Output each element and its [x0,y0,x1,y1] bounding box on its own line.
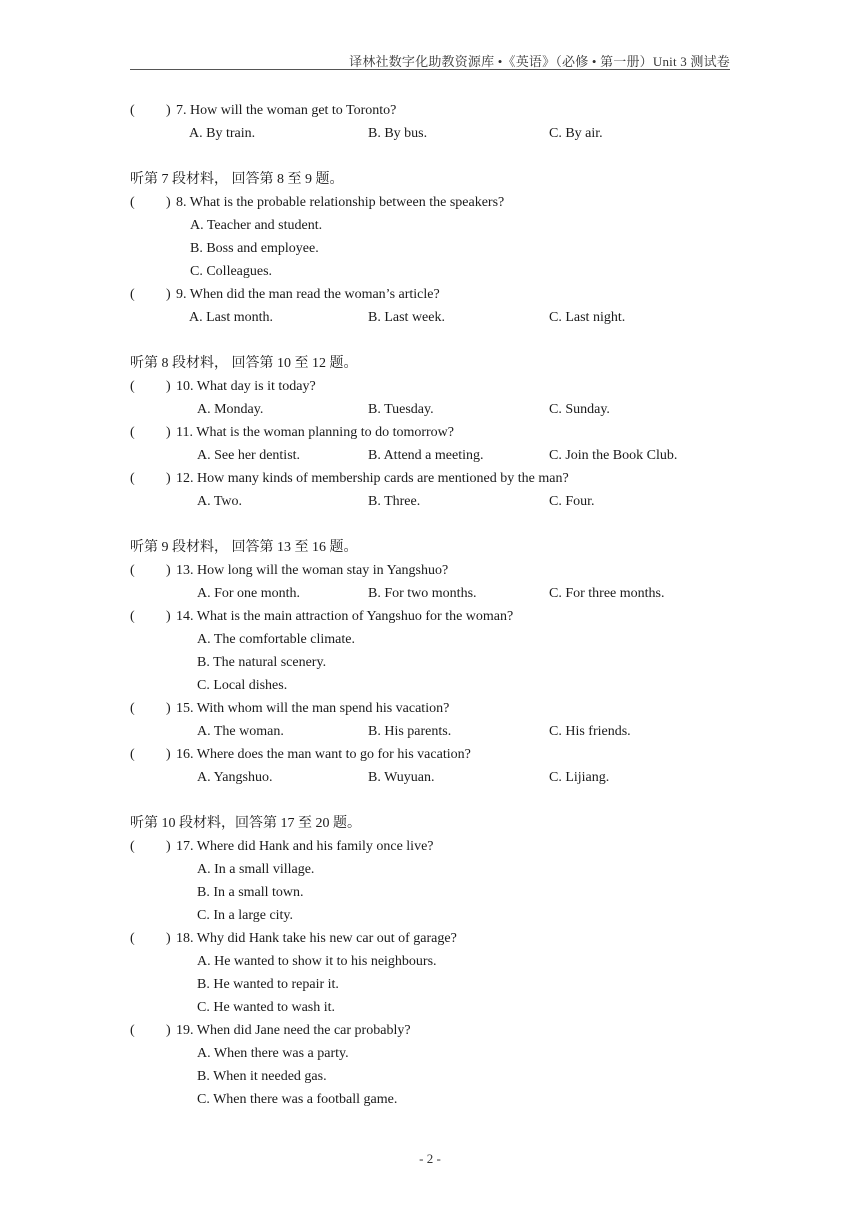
question-row [130,283,730,306]
options-row [130,398,730,421]
answer-blank-close: ) [166,195,171,210]
option-a: A. Last month. [189,310,273,325]
option-a: A. By train. [189,126,256,141]
answer-blank-close: ) [166,931,171,946]
answer-blank-open: ( [130,701,135,716]
question-text: 17. Where did Hank and his family once live? [176,839,434,854]
answer-blank-close: ) [166,379,171,394]
answer-blank-close: ) [166,563,171,578]
answer-blank-close: ) [166,1023,171,1038]
question-row [130,743,730,766]
option-b: B. Wuyuan. [368,770,435,785]
question-row [130,375,730,398]
option-a: A. The woman. [197,724,284,739]
answer-blank-open: ( [130,1023,135,1038]
answer-blank[interactable] [130,191,171,214]
question-row [130,99,730,122]
option-c: C. Four. [549,494,595,509]
option-a: A. Monday. [197,402,264,417]
question-row [130,697,730,720]
answer-blank[interactable] [130,697,171,720]
option-c: C. For three months. [549,586,665,601]
answer-blank-open: ( [130,103,135,118]
header-divider [130,69,730,70]
answer-blank[interactable] [130,99,171,122]
question-row [130,1019,730,1042]
option-a: A. He wanted to show it to his neighbours. [197,954,437,969]
option-b: B. When it needed gas. [197,1069,327,1084]
option-c: C. Lijiang. [549,770,610,785]
option-c: C. By air. [549,126,603,141]
page-header: 译林社数字化助教资源库 •《英语》（必修 • 第一册）Unit 3 测试卷 [349,54,730,69]
option-c: C. Join the Book Club. [549,448,678,463]
option-b: B. By bus. [368,126,428,141]
question-text: 9. When did the man read the woman’s article? [176,287,440,302]
question-text: 13. How long will the woman stay in Yangshuo? [176,563,449,578]
question-row [130,927,730,950]
option-b: B. Attend a meeting. [368,448,484,463]
section-instruction: 听第 9 段材料， 回答第 13 至 16 题。 [130,540,358,555]
option-b: B. The natural scenery. [197,655,327,670]
question-row [130,605,730,628]
option-a: A. When there was a party. [197,1046,349,1061]
answer-blank-close: ) [166,839,171,854]
option-a: A. For one month. [197,586,301,601]
question-list [130,99,730,1111]
options-row [130,582,730,605]
option-b: B. Three. [368,494,421,509]
question-text: 10. What day is it today? [176,379,316,394]
options-row [130,720,730,743]
option-a: A. Two. [197,494,243,509]
option-b: B. Last week. [368,310,445,325]
options-row [130,444,730,467]
answer-blank[interactable] [130,375,171,398]
question-text: 15. With whom will the man spend his vacation? [176,701,450,716]
option-c: C. His friends. [549,724,631,739]
answer-blank[interactable] [130,1019,171,1042]
option-a: A. Teacher and student. [190,218,323,233]
answer-blank[interactable] [130,559,171,582]
answer-blank-close: ) [166,609,171,624]
options-row [130,122,730,145]
option-c: C. Local dishes. [197,678,288,693]
option-b: B. Tuesday. [368,402,434,417]
answer-blank[interactable] [130,743,171,766]
question-row [130,467,730,490]
question-text: 18. Why did Hank take his new car out of garage? [176,931,457,946]
page-number: - 2 - [419,1151,441,1166]
option-a: A. See her dentist. [197,448,301,463]
question-text: 16. Where does the man want to go for his vacation? [176,747,471,762]
answer-blank-close: ) [166,471,171,486]
section-instruction: 听第 10 段材料，回答第 17 至 20 题。 [130,816,361,831]
answer-blank-open: ( [130,839,135,854]
question-row [130,421,730,444]
question-text: 11. What is the woman planning to do tomorrow? [176,425,455,440]
question-text: 8. What is the probable relationship between the speakers? [176,195,505,210]
option-b: B. In a small town. [197,885,304,900]
answer-blank[interactable] [130,835,171,858]
question-text: 12. How many kinds of membership cards are mentioned by the man? [176,471,569,486]
answer-blank-close: ) [166,701,171,716]
options-row [130,490,730,513]
answer-blank-close: ) [166,103,171,118]
answer-blank-open: ( [130,747,135,762]
answer-blank[interactable] [130,927,171,950]
answer-blank-open: ( [130,563,135,578]
answer-blank-open: ( [130,195,135,210]
option-c: C. When there was a football game. [197,1092,398,1107]
option-a: A. The comfortable climate. [197,632,355,647]
question-row [130,835,730,858]
question-row [130,559,730,582]
option-b: B. Boss and employee. [190,241,319,256]
option-b: B. He wanted to repair it. [197,977,339,992]
answer-blank-close: ) [166,287,171,302]
answer-blank[interactable] [130,605,171,628]
answer-blank-close: ) [166,747,171,762]
answer-blank-open: ( [130,425,135,440]
option-a: A. In a small village. [197,862,315,877]
answer-blank[interactable] [130,283,171,306]
answer-blank-open: ( [130,379,135,394]
answer-blank-close: ) [166,425,171,440]
answer-blank[interactable] [130,421,171,444]
section-instruction: 听第 8 段材料， 回答第 10 至 12 题。 [130,356,358,371]
option-c: C. Last night. [549,310,626,325]
section-instruction: 听第 7 段材料， 回答第 8 至 9 题。 [130,172,344,187]
answer-blank-open: ( [130,609,135,624]
answer-blank-open: ( [130,471,135,486]
question-text: 7. How will the woman get to Toronto? [176,103,397,118]
answer-blank[interactable] [130,467,171,490]
option-c: C. He wanted to wash it. [197,1000,336,1015]
question-text: 19. When did Jane need the car probably? [176,1023,411,1038]
option-c: C. In a large city. [197,908,294,923]
options-row [130,306,730,329]
answer-blank-open: ( [130,287,135,302]
option-a: A. Yangshuo. [197,770,273,785]
question-text: 14. What is the main attraction of Yangshuo for the woman? [176,609,514,624]
answer-blank-open: ( [130,931,135,946]
option-c: C. Colleagues. [190,264,273,279]
options-row [130,766,730,789]
question-row [130,191,730,214]
option-b: B. For two months. [368,586,477,601]
option-b: B. His parents. [368,724,452,739]
option-c: C. Sunday. [549,402,610,417]
